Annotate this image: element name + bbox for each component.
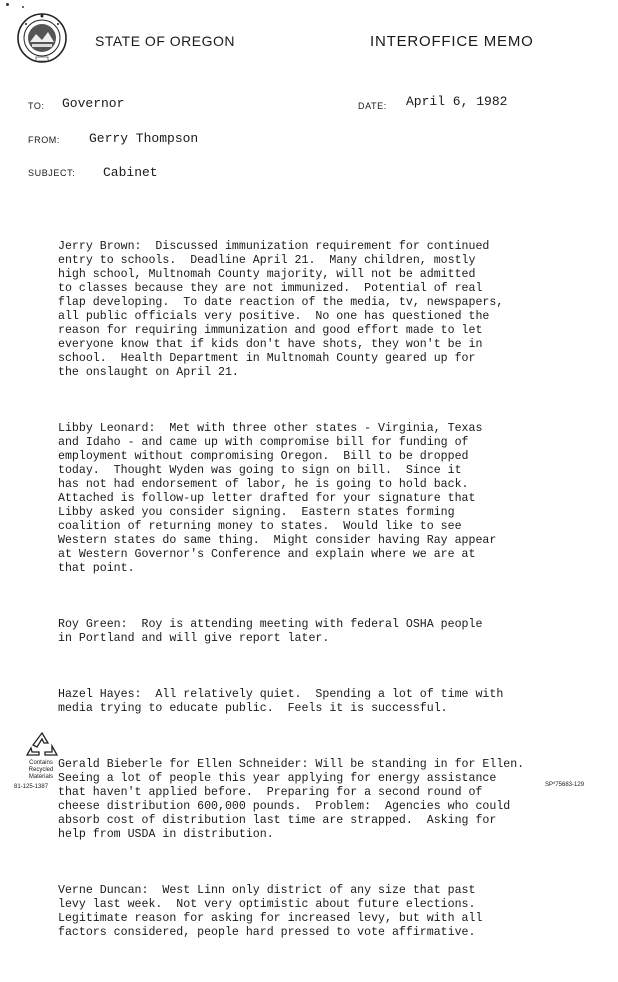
paragraph-jerry-brown: Jerry Brown: Discussed immunization requirement for continued entry to schools. Deadline April 21. Many children, mostly high school, Multnomah County majority, will not be admitted to classes because they are not immunized. Potential of real flap developing. To date reaction of the media, tv, newspapers, all public officials very positive. No one has questioned the reason for requiring immunization and good effort made to let everyone know that if kids don't have shots, they won't be in school. Health Department in Multnomah County geared up for the onslaught on April 21. bbox=[58, 240, 504, 379]
date-value: April 6, 1982 bbox=[406, 94, 508, 109]
date-label: DATE: bbox=[358, 101, 387, 111]
state-seal-icon bbox=[16, 12, 68, 64]
paragraph-gerald-bieberle: Gerald Bieberle for Ellen Schneider: Will be standing in for Ellen. Seeing a lot of people this year applying for energy assistance that haven't applied before. Preparing for a second round of cheese distribution 600,000 pounds. Problem: Agencies who could absorb cost of distribution last time are strapped. Asking for help from USDA in distribution. bbox=[58, 758, 525, 841]
paragraph-hazel-hayes: Hazel Hayes: All relatively quiet. Spending a lot of time with media trying to educate public. Feels it is successful. bbox=[58, 688, 504, 715]
scan-speck bbox=[6, 3, 9, 6]
paragraph-libby-leonard: Libby Leonard: Met with three other states - Virginia, Texas and Idaho - and came up with compromise bill for funding of employment without compromising Oregon. Bill to be dropped today. Thought Wyden was going to sign on bill. Since it has not had endorsement of labor, he is going to hold back. Attached is follow-up letter drafted for your signature that Libby asked you consider signing. Eastern states forming coalition of returning money to states. Would like to see Western states do same thing. Might consider having Ray appear at Western Governor's Conference and explain where we are at that point. bbox=[58, 422, 497, 575]
from-label: FROM: bbox=[28, 135, 60, 145]
to-value: Governor bbox=[62, 96, 125, 111]
subject-label: SUBJECT: bbox=[28, 168, 76, 178]
memo-body bbox=[58, 212, 558, 982]
scan-speck bbox=[22, 6, 24, 8]
organization-name: STATE OF OREGON bbox=[95, 33, 235, 49]
recycled-materials-label: Contains Recycled Materials bbox=[28, 760, 54, 780]
subject-value: Cabinet bbox=[103, 165, 158, 180]
paragraph-roy-green: Roy Green: Roy is attending meeting with federal OSHA people in Portland and will give report later. bbox=[58, 618, 483, 645]
from-value: Gerry Thompson bbox=[89, 131, 199, 146]
recycle-icon bbox=[22, 730, 62, 758]
paragraph-verne-duncan: Verne Duncan: West Linn only district of any size that past levy last week. Not very optimistic about future elections. Legitimate reason for asking for increased levy, but with all factors considered, people hard pressed to vote affirmative. bbox=[58, 884, 483, 939]
to-label: TO: bbox=[28, 101, 45, 111]
form-number: 81-125-1387 bbox=[14, 784, 49, 790]
memo-title: INTEROFFICE MEMO bbox=[370, 33, 534, 50]
stock-number: SP*75683-129 bbox=[545, 782, 585, 788]
